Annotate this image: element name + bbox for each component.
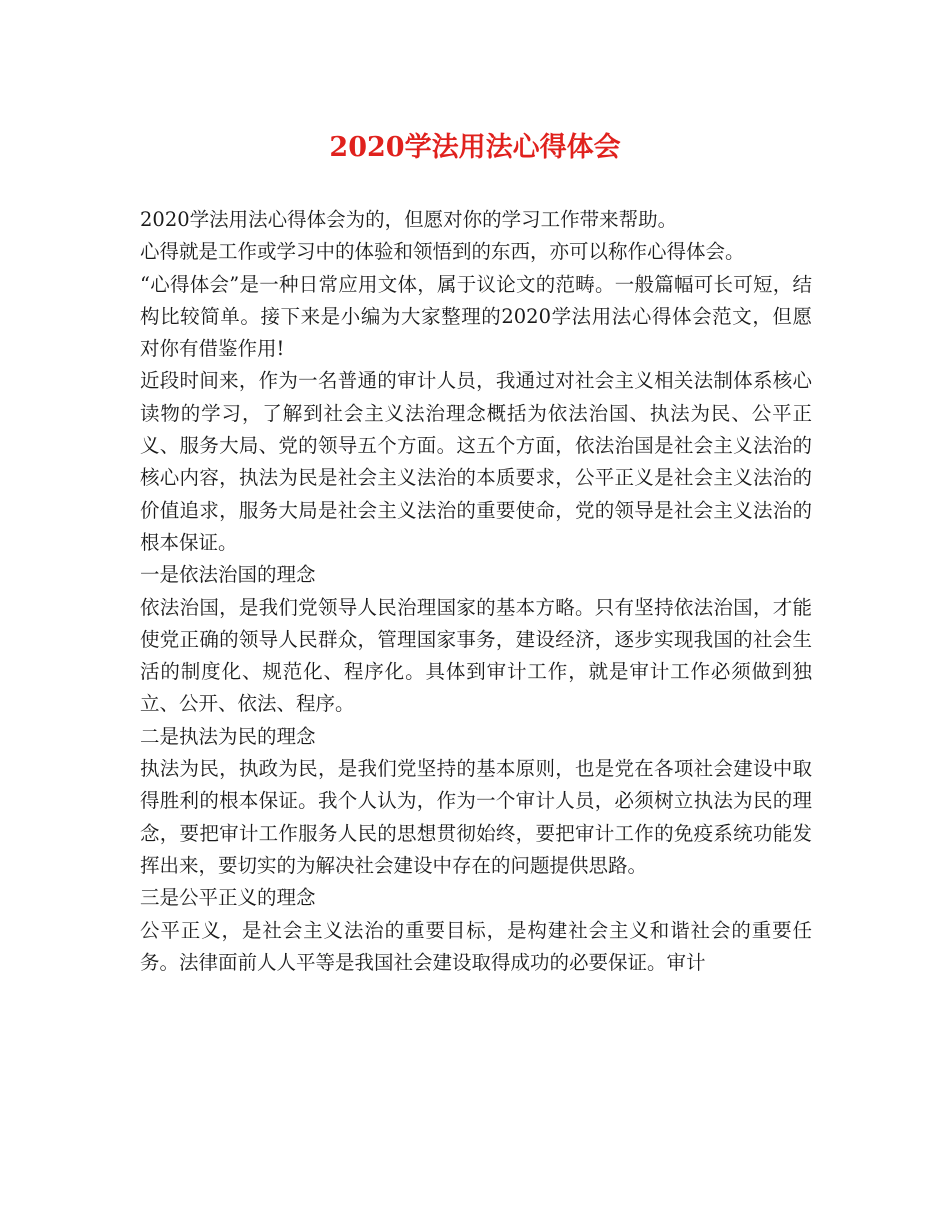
paragraph-overview: 近段时间来，作为一名普通的审计人员，我通过对社会主义相关法制体系核心读物的学习，了解到社会主义法治理念概括为依法治国、执法为民、公平正义、服务大局、党的领导五个方面。这五个方面，依法治国是社会主义法治的核心内容，执法为民是社会主义法治的本质要求，公平正义是社会主义法治的价值追求，服务大局是社会主义法治的重要使命，党的领导是社会主义法治的根本保证。 (140, 369, 812, 554)
paragraph-section-2: 执法为民，执政为民，是我们党坚持的基本原则，也是党在各项社会建设中取得胜利的根本保证。我个人认为，作为一个审计人员，必须树立执法为民的理念，要把审计工作服务人民的思想贯彻始终，要把审计工作的免疫系统功能发挥出来，要切实的为解决社会建设中存在的问题提供思路。 (140, 757, 812, 877)
paragraph-intro: 2020学法用法心得体会为的，但愿对你的学习工作带来帮助。 (140, 208, 678, 231)
paragraph-genre: “心得体会”是一种日常应用文体，属于议论文的范畴。一般篇幅可长可短，结构比较简单。接下来是小编为大家整理的2020学法用法心得体会范文，但愿对你有借鉴作用! (140, 272, 812, 361)
paragraph-definition: 心得就是工作或学习中的体验和领悟到的东西，亦可以称作心得体会。 (140, 240, 745, 264)
section-heading-1: 一是依法治国的理念 (140, 563, 316, 587)
document-body (140, 204, 812, 979)
section-heading-3: 三是公平正义的理念 (140, 886, 316, 910)
document-title: 2020学法用法心得体会 (329, 132, 621, 163)
paragraph-section-1: 依法治国，是我们党领导人民治理国家的基本方略。只有坚持依法治国，才能使党正确的领导人民群众，管理国家事务，建设经济，逐步实现我国的社会生活的制度化、规范化、程序化。具体到审计工作，就是审计工作必须做到独立、公开、依法、程序。 (140, 595, 812, 716)
section-heading-2: 二是执法为民的理念 (140, 724, 316, 748)
paragraph-section-3: 公平正义，是社会主义法治的重要目标，是构建社会主义和谐社会的重要任务。法律面前人人平等是我国社会建设取得成功的必要保证。审计 (140, 918, 812, 974)
